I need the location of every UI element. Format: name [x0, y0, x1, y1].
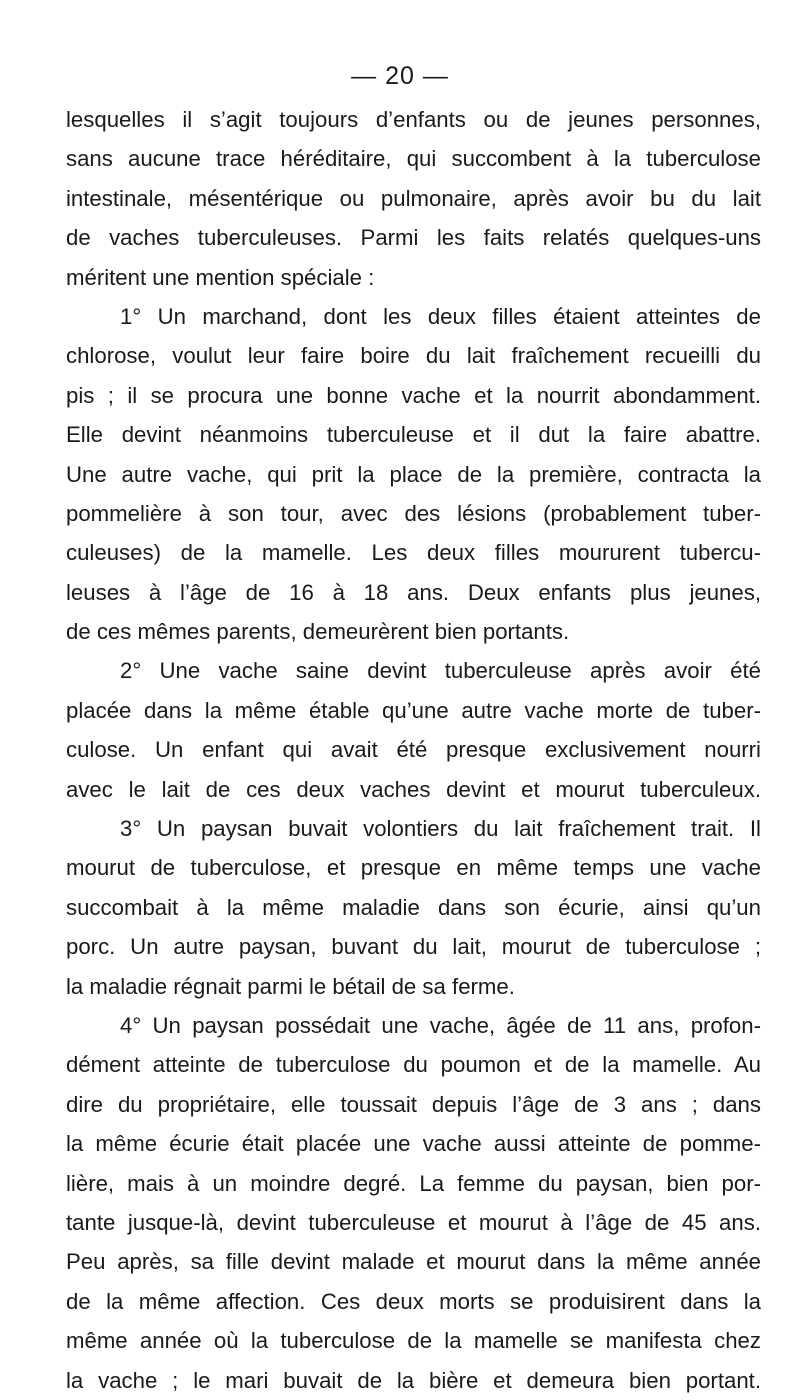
- text-line: Une autre vache, qui prit la place de la première, contracta la: [66, 461, 761, 487]
- text-line: de ces mêmes parents, demeurèrent bien portants.: [66, 619, 570, 645]
- text-line: dément atteinte de tuberculose du poumon et de la mamelle. Au: [66, 1052, 761, 1078]
- text-line: lesquelles il s’agit toujours d’enfants ou de jeunes personnes,: [66, 107, 761, 132]
- text-line: sans aucune trace héréditaire, qui succombent à la tuberculose: [66, 146, 761, 172]
- text-line: dire du propriétaire, elle toussait depuis l’âge de 3 ans ; dans: [66, 1091, 761, 1117]
- text-line: lière, mais à un moindre degré. La femme du paysan, bien por-: [66, 1170, 761, 1196]
- paragraph-first-line: 3° Un paysan buvait volontiers du lait fraîchement trait. Il: [120, 816, 761, 842]
- text-line: leuses à l’âge de 16 à 18 ans. Deux enfants plus jeunes,: [66, 579, 761, 605]
- text-line: culeuses) de la mamelle. Les deux filles moururent tubercu-: [66, 540, 761, 566]
- text-line: succombait à la même maladie dans son écurie, ainsi qu’un: [66, 894, 761, 920]
- text-line: tante jusque-là, devint tuberculeuse et mourut à l’âge de 45 ans.: [66, 1209, 761, 1235]
- paragraph-first-line: 1° Un marchand, dont les deux filles étaient atteintes de: [120, 303, 761, 329]
- text-line: Elle devint néanmoins tuberculeuse et il dut la faire abattre.: [66, 422, 761, 448]
- text-line: pommelière à son tour, avec des lésions (probablement tuber-: [66, 500, 761, 526]
- text-line: intestinale, mésentérique ou pulmonaire, après avoir bu du lait: [66, 185, 761, 211]
- text-line: de vaches tuberculeuses. Parmi les faits relatés quelques-uns: [66, 225, 761, 251]
- text-line: Peu après, sa fille devint malade et mourut dans la même année: [66, 1249, 761, 1275]
- body-text: [66, 100, 761, 1400]
- text-line: méritent une mention spéciale :: [66, 264, 375, 290]
- text-line: pis ; il se procura une bonne vache et la nourrit abondamment.: [66, 382, 761, 408]
- text-line: placée dans la même étable qu’une autre vache morte de tuber-: [66, 697, 761, 723]
- text-line: avec le lait de ces deux vaches devint et mourut tuberculeux.: [66, 776, 761, 802]
- text-line: culose. Un enfant qui avait été presque exclusivement nourri: [66, 737, 761, 763]
- text-line: la vache ; le mari buvait de la bière et demeura bien portant.: [66, 1367, 761, 1393]
- text-line: même année où la tuberculose de la mamelle se manifesta chez: [66, 1328, 761, 1354]
- text-line: la maladie régnait parmi le bétail de sa ferme.: [66, 973, 515, 999]
- text-line: la même écurie était placée une vache aussi atteinte de pomme-: [66, 1131, 761, 1157]
- paragraph-first-line: 2° Une vache saine devint tuberculeuse après avoir été: [120, 658, 761, 684]
- page-number: — 20 —: [351, 62, 449, 90]
- text-line: porc. Un autre paysan, buvant du lait, mourut de tuberculose ;: [66, 934, 761, 960]
- text-line: mourut de tuberculose, et presque en même temps une vache: [66, 855, 761, 881]
- text-line: de la même affection. Ces deux morts se produisirent dans la: [66, 1288, 761, 1314]
- text-line: chlorose, voulut leur faire boire du lait fraîchement recueilli du: [66, 343, 761, 369]
- paragraph-first-line: 4° Un paysan possédait une vache, âgée de 11 ans, profon-: [120, 1012, 761, 1038]
